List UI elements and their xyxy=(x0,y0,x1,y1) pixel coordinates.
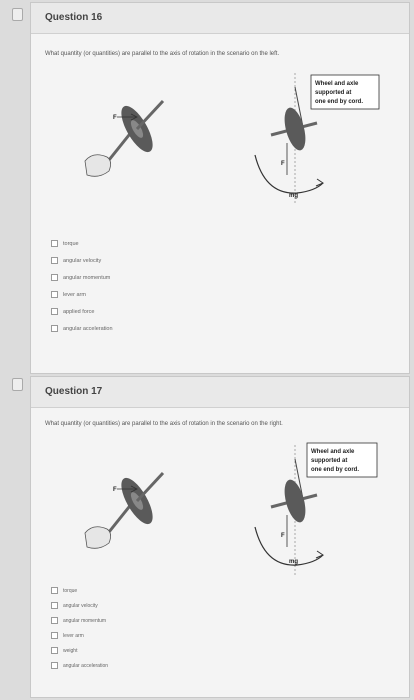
note-line-1: Wheel and axle xyxy=(311,449,355,455)
option-label: lever arm xyxy=(63,632,84,639)
option-angular-momentum[interactable] xyxy=(51,613,108,628)
checkbox[interactable] xyxy=(51,325,58,332)
option-label: weight xyxy=(63,647,78,654)
left-scenario-wheel xyxy=(85,101,163,176)
question-header xyxy=(31,3,409,34)
note-line-1: Wheel and axle xyxy=(315,81,359,87)
question-16-flag[interactable] xyxy=(12,8,23,21)
option-angular-momentum[interactable] xyxy=(51,269,113,286)
checkbox[interactable] xyxy=(51,240,58,247)
option-angular-velocity[interactable] xyxy=(51,598,108,613)
option-lever-arm[interactable] xyxy=(51,286,113,303)
checkbox[interactable] xyxy=(51,662,58,669)
note-line-2: supported at xyxy=(311,458,348,464)
checkbox[interactable] xyxy=(51,308,58,315)
checkbox[interactable] xyxy=(51,632,58,639)
question-header xyxy=(31,377,409,408)
answer-options xyxy=(51,235,113,337)
option-torque[interactable] xyxy=(51,235,113,252)
option-angular-acceleration[interactable] xyxy=(51,320,113,337)
question-title: Question 16 xyxy=(45,12,103,23)
left-scenario-wheel xyxy=(85,473,163,548)
right-weight-label: mg xyxy=(289,559,298,565)
checkbox[interactable] xyxy=(51,257,58,264)
right-weight-label: mg xyxy=(289,193,298,199)
option-label: torque xyxy=(63,240,79,247)
option-label: angular acceleration xyxy=(63,662,109,669)
option-angular-velocity[interactable] xyxy=(51,252,113,269)
option-label: angular acceleration xyxy=(63,325,113,332)
option-label: lever arm xyxy=(63,291,86,298)
wheel-note xyxy=(307,443,377,477)
checkbox[interactable] xyxy=(51,617,58,624)
question-17-flag[interactable] xyxy=(12,378,23,391)
checkbox[interactable] xyxy=(51,602,58,609)
rotation-figure xyxy=(45,437,397,587)
question-17-card xyxy=(30,376,410,698)
checkbox[interactable] xyxy=(51,587,58,594)
note-line-3: one end by cord. xyxy=(315,99,364,105)
option-label: angular momentum xyxy=(63,274,111,281)
question-title: Question 17 xyxy=(45,386,103,397)
note-line-2: supported at xyxy=(315,90,352,96)
option-label: angular velocity xyxy=(63,257,102,264)
rotation-figure-svg xyxy=(45,437,397,587)
checkbox[interactable] xyxy=(51,274,58,281)
question-prompt: What quantity (or quantities) are parallel to the axis of rotation in the scenario on the left. xyxy=(45,51,280,57)
option-angular-acceleration[interactable] xyxy=(51,658,108,673)
left-force-label: F xyxy=(113,487,117,493)
option-lever-arm[interactable] xyxy=(51,628,108,643)
option-torque[interactable] xyxy=(51,583,108,598)
answer-options xyxy=(51,583,108,673)
option-label: applied force xyxy=(63,308,95,315)
rotation-figure xyxy=(45,65,397,215)
option-applied-force[interactable] xyxy=(51,303,113,320)
option-weight[interactable] xyxy=(51,643,108,658)
option-label: angular momentum xyxy=(63,617,107,624)
option-label: angular velocity xyxy=(63,602,98,609)
left-force-label: F xyxy=(113,115,117,121)
option-label: torque xyxy=(63,587,78,594)
wheel-note xyxy=(311,75,379,109)
checkbox[interactable] xyxy=(51,647,58,654)
question-16-card xyxy=(30,2,410,374)
note-line-3: one end by cord. xyxy=(311,467,360,473)
checkbox[interactable] xyxy=(51,291,58,298)
right-force-label: F xyxy=(281,161,285,167)
rotation-figure-svg xyxy=(45,65,397,215)
question-prompt: What quantity (or quantities) are parallel to the axis of rotation in the scenario on the right. xyxy=(45,421,283,427)
right-force-label: F xyxy=(281,533,285,539)
